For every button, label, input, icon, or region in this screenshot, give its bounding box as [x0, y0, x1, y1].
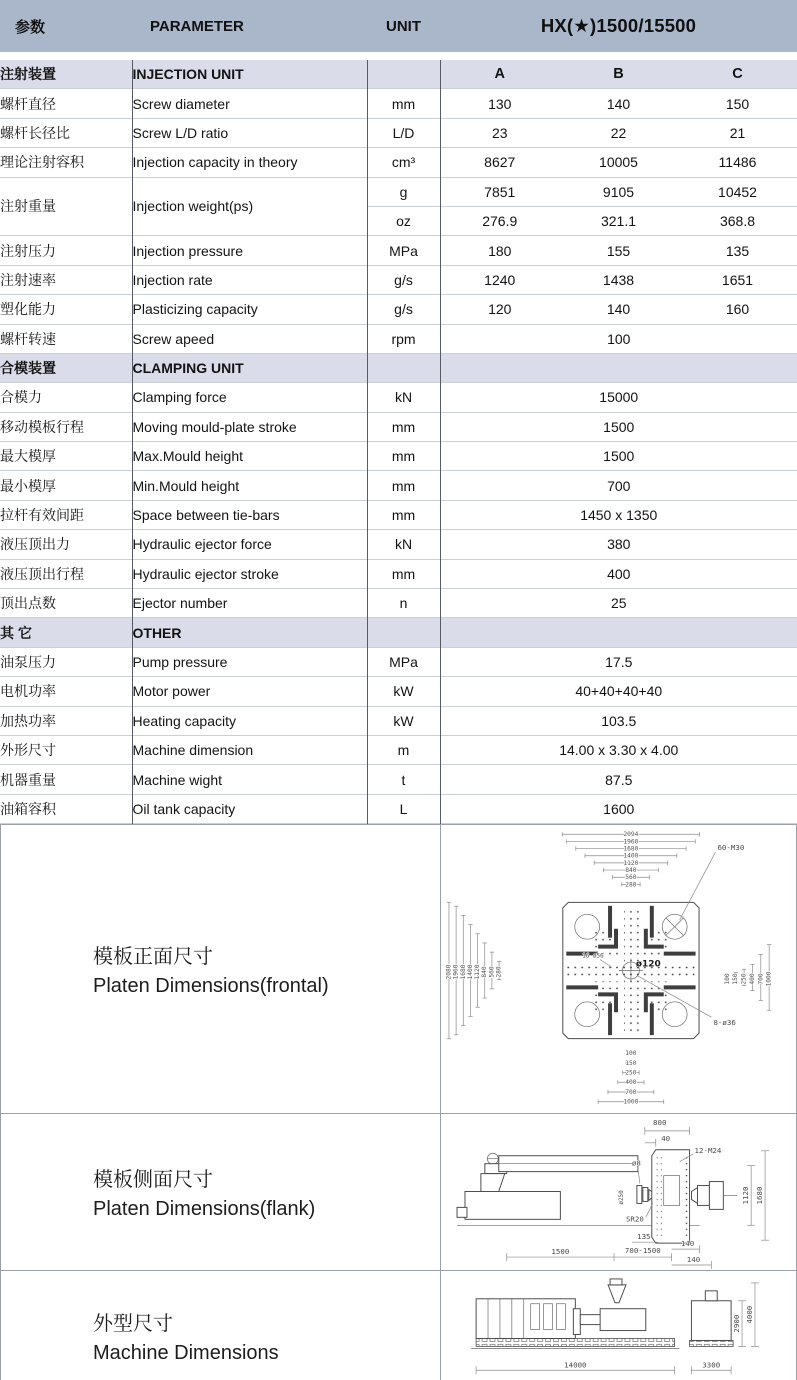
param-cn-cell: 油箱容积	[0, 794, 132, 823]
value-cell-span: 400	[607, 565, 631, 582]
dim: 1400	[623, 852, 639, 860]
end-view-base	[689, 1341, 733, 1347]
value-cell-b: 1438	[602, 271, 635, 288]
dim: 1120	[474, 964, 482, 980]
value-cell-a: 276.9	[482, 213, 518, 230]
dim-label: 4000	[744, 1305, 754, 1324]
spec-row	[0, 677, 797, 706]
param-cn-cell: 最小模厚	[0, 471, 132, 500]
machine-base	[476, 1339, 674, 1347]
section-row	[0, 60, 797, 89]
param-en-cell: Injection rate	[132, 265, 367, 294]
param-cn-cell: 移动模板行程	[0, 412, 132, 441]
unit-cell: mm	[367, 442, 440, 471]
panel-flank-title-en: Platen Dimensions(flank)	[93, 1198, 316, 1221]
annotation-label: 60-M30	[717, 842, 745, 852]
value-cell-b: B	[613, 66, 624, 83]
spec-table	[0, 60, 797, 824]
param-en-cell: Screw diameter	[132, 89, 367, 118]
unit-cell: rpm	[367, 324, 440, 353]
panel-flank-drawing	[440, 1113, 796, 1270]
bolt-hole-column	[683, 1154, 688, 1239]
value-cell-b	[559, 353, 678, 382]
param-cn-cell: 电机功率	[0, 677, 132, 706]
unit-cell: kW	[367, 677, 440, 706]
unit-cell: t	[367, 765, 440, 794]
param-en-cell: Plasticizing capacity	[132, 295, 367, 324]
dim-label: ø8	[631, 1158, 641, 1168]
unit-cell	[367, 60, 440, 89]
value-cell-c: 10452	[718, 183, 757, 200]
param-en-cell: Injection pressure	[132, 236, 367, 265]
param-cn-cell: 外形尺寸	[0, 735, 132, 764]
dim: 280	[625, 881, 637, 889]
locating-ring	[637, 1186, 642, 1204]
unit-cell: mm	[367, 500, 440, 529]
value-cell-span: 103.5	[601, 712, 637, 729]
param-cn-cell: 螺杆转速	[0, 324, 132, 353]
dim-label: 1680	[755, 1186, 765, 1205]
panel-frontal-label	[1, 825, 440, 1113]
dim: 1400	[466, 964, 474, 980]
param-en-cell: Space between tie-bars	[132, 500, 367, 529]
param-en-cell: Hydraulic ejector force	[132, 530, 367, 559]
locating-ring	[643, 1188, 648, 1202]
dim: 150	[625, 1059, 637, 1067]
param-cn-cell: 顶出点数	[0, 589, 132, 618]
value-cell-a: 7851	[484, 183, 516, 200]
value-cell-b: 321.1	[600, 213, 637, 230]
param-cn-cell: 合模力	[0, 383, 132, 412]
unit-cell: g	[367, 177, 440, 206]
value-cell-b: 10005	[599, 154, 638, 171]
unit-cell: g/s	[367, 295, 440, 324]
unit-cell: mm	[367, 471, 440, 500]
spec-row	[0, 647, 797, 676]
unit-cell: mm	[367, 412, 440, 441]
panel-machine-title-cn: 外型尺寸	[93, 1312, 173, 1335]
value-cell-b: 22	[610, 124, 627, 141]
injection-carriage	[600, 1309, 646, 1331]
value-cell-c: 1651	[721, 271, 754, 288]
spec-row	[0, 295, 797, 324]
param-en-cell: Ejector number	[132, 589, 367, 618]
value-cell-span: 87.5	[605, 771, 633, 788]
header-gap	[0, 52, 797, 60]
dim-label: 700-1500	[624, 1246, 661, 1256]
annotation-label: 8-ø36	[713, 1017, 736, 1027]
platen-frontal-diagram	[441, 826, 796, 1113]
foot	[457, 1208, 467, 1218]
dim: 1680	[623, 845, 639, 853]
unit-cell: kN	[367, 530, 440, 559]
panel-machine-title-en: Machine Dimensions	[93, 1341, 279, 1364]
value-cell-a: A	[494, 66, 505, 83]
param-cn-cell: 螺杆长径比	[0, 118, 132, 147]
value-cell-a: 130	[488, 95, 512, 112]
param-en-cell: Injection weight(ps)	[132, 177, 367, 236]
dim: 840	[625, 866, 637, 874]
spec-row	[0, 324, 797, 353]
value-cell-span: 40+40+40+40	[575, 683, 663, 700]
unit-cell: kN	[367, 383, 440, 412]
param-cn-cell: 液压顶出行程	[0, 559, 132, 588]
bolt-hole-grid	[566, 963, 696, 978]
value-cell-a	[440, 353, 559, 382]
header-param-cn: 参数	[15, 18, 46, 36]
param-en-cell: Screw apeed	[132, 324, 367, 353]
dim: 400	[625, 1078, 637, 1086]
value-cell-b: 140	[606, 95, 631, 112]
bolt-hole-column	[657, 1154, 662, 1239]
value-cell-span: 1500	[603, 418, 635, 435]
unit-cell	[367, 353, 440, 382]
spec-row	[0, 442, 797, 471]
value-cell-c: 368.8	[719, 213, 756, 230]
panel-frontal-title-cn: 模板正面尺寸	[93, 946, 213, 969]
param-cn-cell: 螺杆直径	[0, 89, 132, 118]
param-en-cell: Machine wight	[132, 765, 367, 794]
param-cn-cell: 注射装置	[0, 60, 132, 89]
hopper	[608, 1285, 626, 1303]
param-cn-cell: 理论注射容积	[0, 148, 132, 177]
param-en-cell: OTHER	[132, 618, 367, 647]
spec-row	[0, 148, 797, 177]
param-en-cell: Clamping force	[132, 383, 367, 412]
param-en-cell: INJECTION UNIT	[132, 60, 367, 89]
value-cell-a	[440, 618, 559, 647]
dim: 2080	[445, 964, 453, 980]
param-cn-cell: 注射速率	[0, 265, 132, 294]
value-cell-a: 120	[488, 301, 512, 318]
unit-cell: oz	[367, 206, 440, 235]
param-en-cell: CLAMPING UNIT	[132, 353, 367, 382]
dim: 100	[625, 1049, 637, 1057]
value-cell-b: 140	[606, 301, 631, 318]
dim-label: 14000	[564, 1360, 587, 1370]
dim: 840	[481, 965, 489, 978]
spec-row	[0, 471, 797, 500]
panel-flank-title-cn: 模板侧面尺寸	[93, 1169, 213, 1192]
spec-row	[0, 530, 797, 559]
param-en-cell: Oil tank capacity	[132, 794, 367, 823]
value-cell-c: 21	[729, 124, 746, 141]
header-param-en: PARAMETER	[150, 17, 244, 35]
value-cell-span: 1450 x 1350	[580, 507, 658, 524]
dim: 1000	[623, 1098, 639, 1106]
unit-cell: L	[367, 794, 440, 823]
table-header	[0, 0, 797, 52]
param-en-cell: Screw L/D ratio	[132, 118, 367, 147]
value-cell-span: 1600	[603, 800, 635, 817]
dim: 2094	[623, 830, 639, 838]
machine-dimensions-diagram	[441, 1271, 796, 1380]
value-cell-c: 160	[725, 301, 750, 318]
dim-label: 1120	[741, 1186, 751, 1205]
param-cn-cell: 机器重量	[0, 765, 132, 794]
param-en-cell: Machine dimension	[132, 735, 367, 764]
dim-label: 2900	[732, 1314, 742, 1333]
spec-row	[0, 706, 797, 735]
param-en-cell: Motor power	[132, 677, 367, 706]
dim: 280	[495, 965, 503, 978]
flange	[573, 1309, 580, 1335]
header-model: HX(★)1500/15500	[540, 15, 697, 36]
panel-flank-label	[1, 1113, 440, 1270]
panel-machine-label	[1, 1270, 440, 1380]
unit-cell: n	[367, 589, 440, 618]
hopper-lid	[610, 1279, 622, 1285]
value-cell-c: 11486	[718, 154, 757, 171]
panel-frontal-title-en: Platen Dimensions(frontal)	[93, 975, 329, 998]
unit-cell: kW	[367, 706, 440, 735]
param-en-cell: Heating capacity	[132, 706, 367, 735]
param-cn-cell: 加热功率	[0, 706, 132, 735]
spec-row	[0, 559, 797, 588]
dim: 1000	[765, 971, 773, 987]
dim: 1960	[623, 838, 639, 846]
value-cell-span: 1500	[603, 448, 635, 465]
dim: 250	[740, 972, 748, 985]
dim-label: 12-M24	[694, 1145, 722, 1155]
value-cell-a: 1240	[484, 271, 516, 288]
unit-cell: mm	[367, 559, 440, 588]
param-en-cell: Injection capacity in theory	[132, 148, 367, 177]
spec-row	[0, 794, 797, 823]
ejector-tip	[692, 1188, 698, 1204]
param-en-cell: Max.Mould height	[132, 442, 367, 471]
drawing-panels	[0, 824, 797, 1380]
value-cell-b	[559, 618, 678, 647]
value-cell-span: 17.5	[605, 654, 633, 670]
param-en-cell: Moving mould-plate stroke	[132, 412, 367, 441]
param-cn-cell: 油泵压力	[0, 647, 132, 676]
value-cell-span: 700	[607, 477, 631, 494]
value-cell-c	[678, 618, 797, 647]
unit-cell: mm	[367, 89, 440, 118]
spec-row	[0, 589, 797, 618]
dim-label: 1500	[551, 1247, 570, 1257]
value-cell-span: 25	[610, 595, 627, 612]
end-view-stack	[705, 1291, 717, 1301]
value-cell-b: 155	[606, 242, 631, 259]
unit-cell: g/s	[367, 265, 440, 294]
ejector-step	[697, 1186, 709, 1206]
dim: 700	[757, 972, 765, 985]
ejector-body	[709, 1182, 723, 1210]
dim-label: 3300	[702, 1360, 721, 1370]
param-cn-cell: 合模装置	[0, 353, 132, 382]
value-cell-a: 23	[491, 124, 508, 141]
spec-row	[0, 383, 797, 412]
unit-cell: MPa	[367, 647, 440, 676]
value-cell-c: 135	[725, 242, 750, 259]
value-cell-span: 14.00 x 3.30 x 4.00	[559, 742, 679, 759]
section-row	[0, 353, 797, 382]
value-cell-a: 180	[488, 242, 512, 259]
param-cn-cell: 拉杆有效间距	[0, 500, 132, 529]
param-en-cell: Hydraulic ejector stroke	[132, 559, 367, 588]
param-cn-cell: 注射压力	[0, 236, 132, 265]
value-cell-b: 9105	[602, 183, 635, 200]
spec-row	[0, 236, 797, 265]
dim-label: 800	[653, 1118, 667, 1128]
dim-label: ø250	[617, 1190, 625, 1205]
value-cell-a: 8627	[484, 154, 516, 171]
param-cn-cell: 液压顶出力	[0, 530, 132, 559]
param-cn-cell: 注射重量	[0, 177, 132, 236]
end-view-body	[691, 1301, 731, 1341]
annotation-label: ø120	[635, 959, 661, 970]
value-cell-span: 380	[607, 536, 631, 553]
dim: 560	[625, 873, 637, 881]
dim: 1960	[452, 964, 460, 980]
spec-row	[0, 765, 797, 794]
value-cell-c: C	[732, 66, 743, 83]
panel-machine-drawing	[440, 1270, 796, 1380]
spec-row	[0, 265, 797, 294]
unit-cell: m	[367, 735, 440, 764]
dim-label: 40	[661, 1133, 671, 1143]
unit-cell: cm³	[367, 148, 440, 177]
annotation-label: 16-ø56	[582, 952, 604, 960]
unit-cell: L/D	[367, 118, 440, 147]
value-cell-c	[678, 353, 797, 382]
machine-body	[465, 1192, 560, 1220]
value-cell-span: 100	[607, 330, 631, 347]
value-cell-c: 150	[725, 95, 750, 112]
spec-row	[0, 500, 797, 529]
param-en-cell: Pump pressure	[132, 647, 367, 676]
dim-label: 140	[686, 1255, 701, 1265]
spec-row	[0, 89, 797, 118]
clamp-housing	[476, 1299, 575, 1339]
dim: 150	[732, 972, 740, 985]
param-cn-cell: 最大模厚	[0, 442, 132, 471]
spec-row	[0, 177, 797, 206]
header-unit: UNIT	[386, 17, 421, 35]
dim: 1120	[623, 859, 639, 867]
dim: 1680	[459, 964, 467, 980]
param-cn-cell: 塑化能力	[0, 295, 132, 324]
param-cn-cell: 其 它	[0, 618, 132, 647]
spec-row	[0, 735, 797, 764]
dim: 700	[625, 1088, 637, 1096]
section-row	[0, 618, 797, 647]
dim: 100	[723, 972, 731, 985]
panel-frontal-drawing	[440, 825, 796, 1113]
dim: 400	[748, 972, 756, 985]
param-en-cell: Min.Mould height	[132, 471, 367, 500]
dim-label: 135	[637, 1232, 651, 1242]
dim-label: 140	[680, 1239, 695, 1249]
spec-row	[0, 118, 797, 147]
dim: 250	[625, 1069, 637, 1077]
unit-cell: MPa	[367, 236, 440, 265]
unit-cell	[367, 618, 440, 647]
platen-flank-diagram	[441, 1114, 796, 1270]
dim-label: SR20	[625, 1214, 644, 1224]
dim: 560	[488, 965, 496, 978]
value-cell-span: 15000	[599, 389, 639, 406]
spec-row	[0, 412, 797, 441]
